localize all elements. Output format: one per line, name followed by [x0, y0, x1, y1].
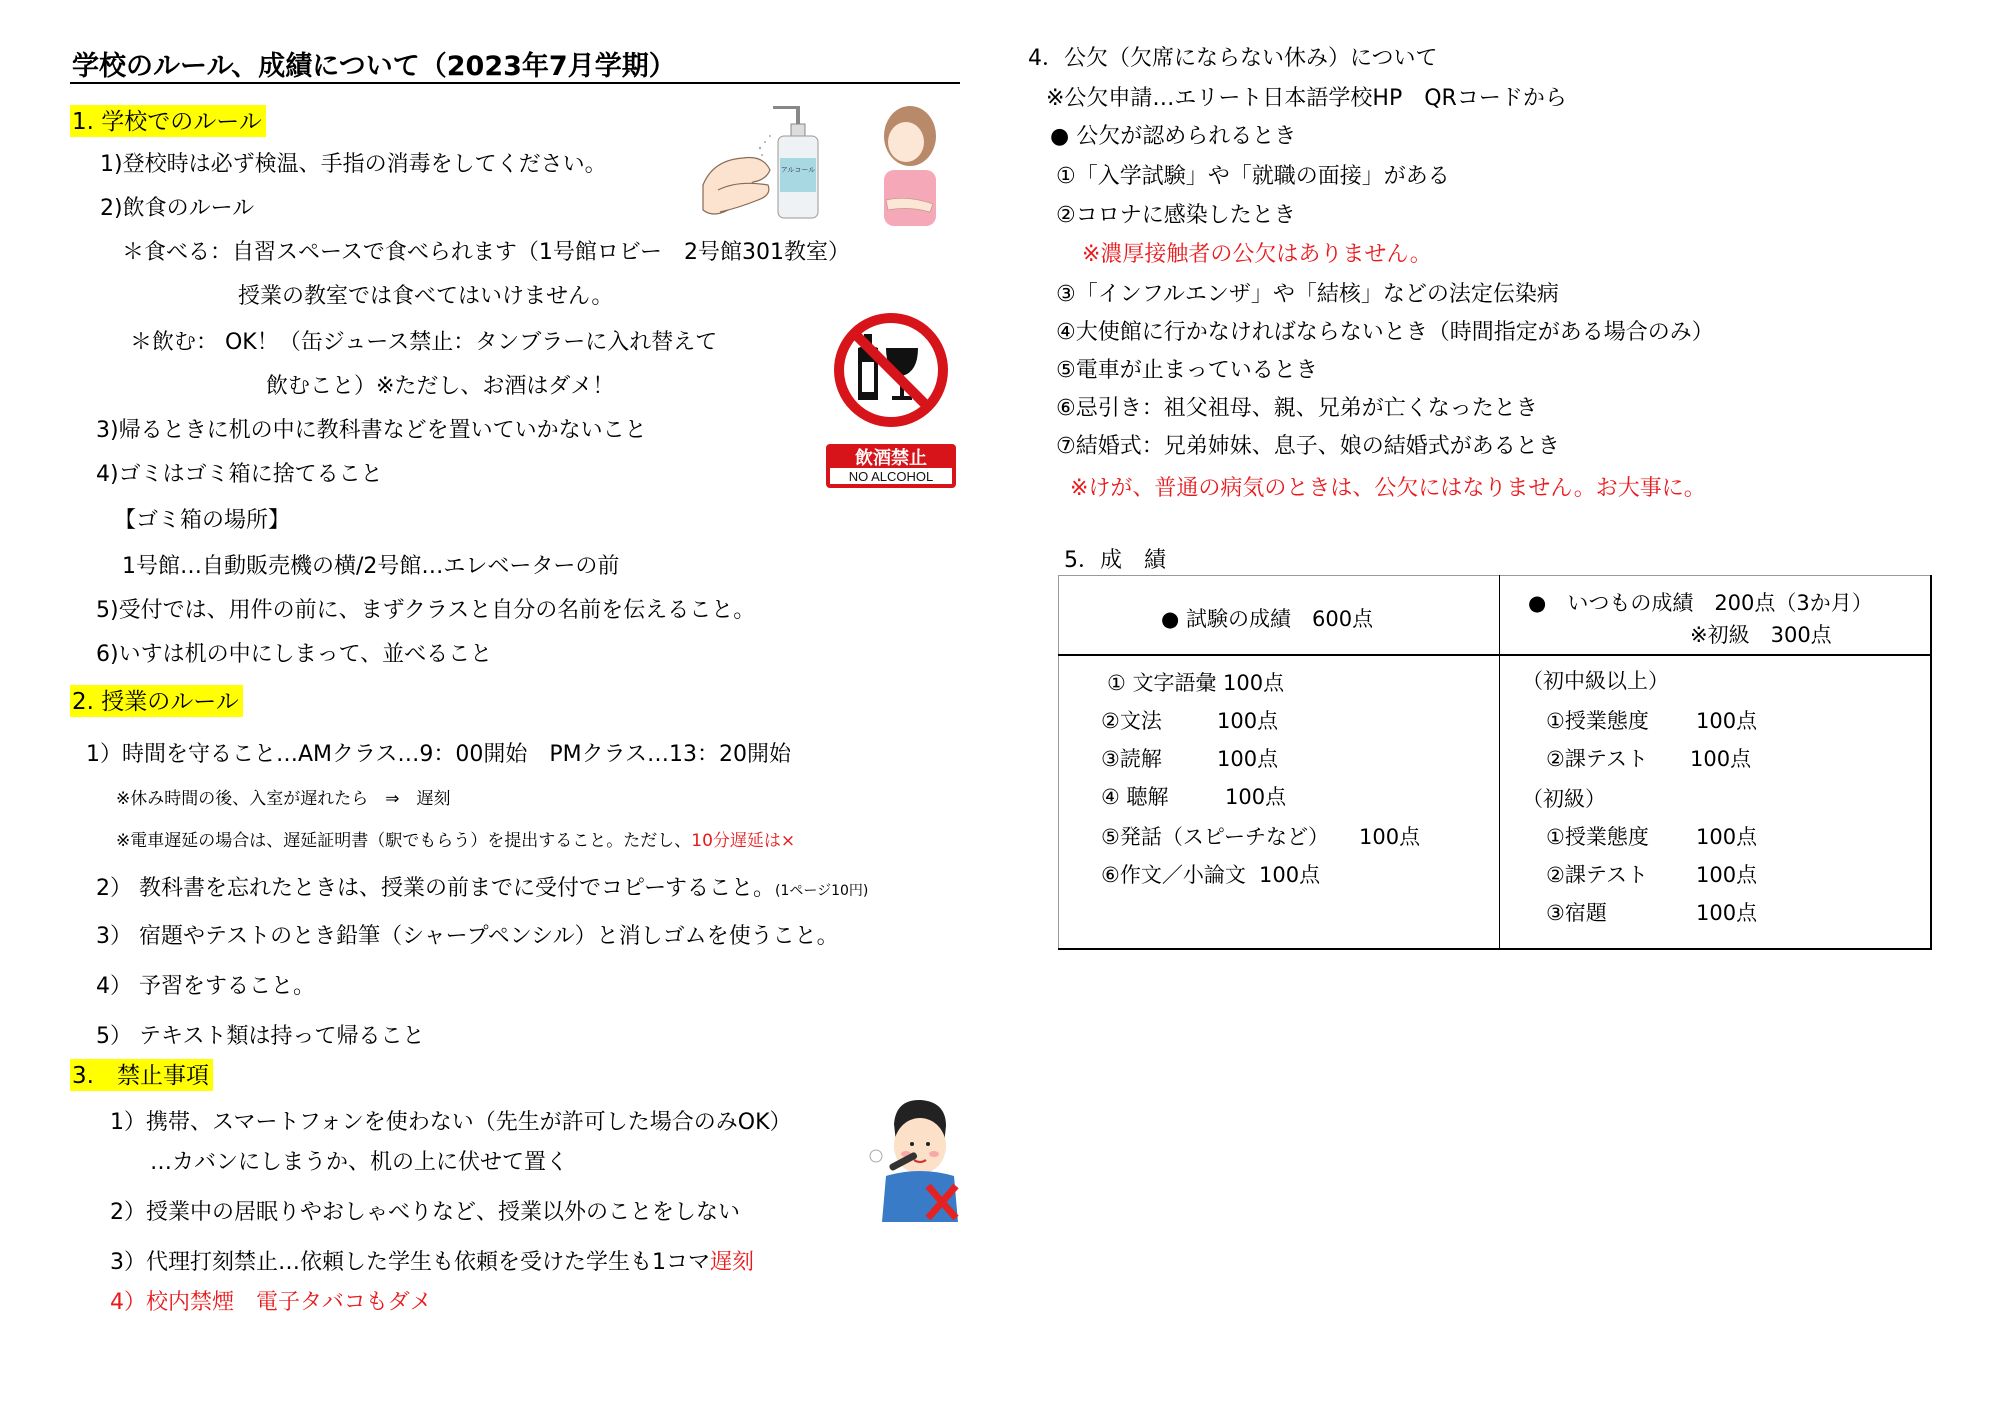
- s4-item-1: [1056, 164, 1450, 190]
- s4-item-5: [1056, 358, 1318, 384]
- item-text: 結婚式：兄弟姉妹、息子、娘の結婚式があるとき: [1075, 434, 1560, 459]
- s1-item-4: [96, 462, 383, 488]
- exam-grade-breakdown: [1059, 655, 1500, 949]
- item-text: 「インフルエンザ」や「結核」などの法定伝染病: [1075, 282, 1559, 307]
- s3-item-3: [110, 1250, 754, 1276]
- no-alcohol-en-text: NO ALCOHOL: [848, 469, 934, 484]
- s3-item-1: [110, 1110, 792, 1136]
- s2-item-1a: ※休み時間の後、入室が遅れたら ⇒ 遅刻: [116, 789, 451, 809]
- item-number: ④: [1056, 320, 1076, 345]
- item-text: 教科書を忘れたときは、授業の前までに受付でコピーすること。: [139, 876, 776, 901]
- item-text: いすは机の中にしまって、並べること: [118, 642, 493, 667]
- item-number: 4): [96, 462, 119, 487]
- item-text: 携帯、スマートフォンを使わない（先生が許可した場合のみOK）: [146, 1110, 792, 1135]
- s2-item-1b: [116, 830, 795, 852]
- regular-row-label: ②課テスト: [1546, 747, 1648, 771]
- regular-row-label: ①授業態度: [1546, 709, 1649, 733]
- item-number: 1）: [86, 742, 122, 767]
- item-number: 5）: [96, 1024, 132, 1049]
- section-3-heading-text: 3. 禁止事項: [70, 1059, 213, 1091]
- item-number: 5): [96, 598, 119, 623]
- item-text: 電車が止まっているとき: [1075, 358, 1318, 383]
- exam-grade-header-cell: [1059, 576, 1500, 656]
- group-label-intermediate: （初中級以上）: [1522, 669, 1669, 693]
- regular-row-points: 100点: [1690, 747, 1752, 771]
- s4-close-contact-note: ※濃厚接触者の公欠はありません。: [1082, 242, 1432, 267]
- s2-item-2: [96, 876, 868, 904]
- page-title: 学校のルール、成績について（2023年7月学期）: [72, 51, 676, 82]
- item-text: 授業中の居眠りやおしゃべりなど、授業以外のことをしない: [146, 1200, 741, 1225]
- item-text: 予習をすること。: [139, 974, 316, 999]
- item-text: 受付では、用件の前に、まずクラスと自分の名前を伝えること。: [118, 598, 756, 623]
- exam-row-label: ③読解: [1101, 747, 1162, 771]
- s1-item-4a: 【ゴミ箱の場所】: [114, 508, 291, 533]
- regular-grade-breakdown: [1500, 655, 1932, 949]
- regular-grade-header: ● いつもの成績 200点（3か月）: [1528, 591, 1873, 615]
- copy-price-note: (1ページ10円): [775, 883, 869, 899]
- s4-item-4: [1056, 320, 1714, 346]
- late-warning-text: 10分遅延は×: [691, 831, 796, 851]
- s1-item-2a: ＊食べる：自習スペースで食べられます（1号館ロビー 2号館301教室）: [122, 240, 851, 265]
- item-text: ゴミはゴミ箱に捨てること: [118, 462, 383, 487]
- section-5-heading: 5．成 績: [1064, 548, 1166, 573]
- s2-item-1: [86, 742, 791, 768]
- item-number: 1): [100, 152, 123, 177]
- item-number: ⑤: [1056, 358, 1076, 383]
- s3-item-1a: …カバンにしまうか、机の上に伏せて置く: [150, 1150, 569, 1175]
- exam-row-label: ⑤発話（スピーチなど）: [1101, 825, 1329, 849]
- exam-row-points: 100点: [1223, 671, 1285, 695]
- item-number: 6): [96, 642, 119, 667]
- s2-item-5: [96, 1024, 425, 1050]
- section-1-heading: [70, 108, 266, 136]
- item-number: 3）: [96, 924, 132, 949]
- s1-item-2c: ＊飲む： OK！（缶ジュース禁止：タンブラーに入れ替えて: [130, 330, 718, 355]
- item-number: 3): [96, 418, 119, 443]
- exam-row-points: 100点: [1225, 785, 1287, 809]
- section-1-heading-text: 1. 学校でのルール: [70, 105, 266, 137]
- exam-row-label: ① 文字語彙: [1107, 671, 1217, 695]
- s1-item-1: [100, 152, 607, 178]
- section-2-heading: [70, 688, 243, 716]
- item-text: 「入学試験」や「就職の面接」がある: [1075, 164, 1450, 189]
- regular-row-label: ②課テスト: [1546, 863, 1648, 887]
- regular-row-label: ①授業態度: [1546, 825, 1649, 849]
- s2-item-4: [96, 974, 315, 1000]
- s4-item-3: [1056, 282, 1559, 308]
- s1-item-6: [96, 642, 492, 668]
- beginner-grade-note: ※初級 300点: [1690, 623, 1832, 647]
- e-cigarette-prohibited-illustration: [866, 1094, 966, 1222]
- regular-row-label: ③宿題: [1546, 901, 1607, 925]
- section-3-heading: [70, 1062, 213, 1090]
- section-2-heading-text: 2. 授業のルール: [70, 685, 243, 717]
- item-text: テキスト類は持って帰ること: [139, 1024, 425, 1049]
- no-alcohol-sign: [822, 296, 960, 491]
- s1-item-3: [96, 418, 647, 444]
- grades-table: [1058, 575, 1932, 950]
- item-number: 2): [100, 196, 123, 221]
- s1-item-2d: 飲むこと）※ただし、お酒はダメ！: [266, 374, 615, 399]
- title-underline: [70, 82, 960, 84]
- section-4-heading: 4．公欠（欠席にならない休み）について: [1028, 46, 1438, 71]
- item-number: ③: [1056, 282, 1076, 307]
- exam-row-points: 100点: [1359, 825, 1421, 849]
- item-number: 4）: [96, 974, 132, 999]
- regular-row-points: 100点: [1696, 863, 1758, 887]
- item-text: 時間を守ること…AMクラス…9：00開始 PMクラス…13：20開始: [122, 742, 791, 767]
- item-text: ※電車遅延の場合は、遅延証明書（駅でもらう）を提出すること。ただし、: [116, 831, 692, 851]
- s1-item-2b: 授業の教室では食べてはいけません。: [238, 284, 614, 309]
- item-text: 帰るときに机の中に教科書などを置いていかないこと: [118, 418, 647, 443]
- item-number: ⑥: [1056, 396, 1076, 421]
- s1-item-5: [96, 598, 755, 624]
- item-text: 宿題やテストのとき鉛筆（シャープペンシル）と消しゴムを使うこと。: [139, 924, 839, 949]
- item-text: 校内禁煙 電子タバコもダメ: [146, 1290, 432, 1315]
- s1-item-2: [100, 196, 254, 222]
- item-number: 2）: [96, 876, 132, 901]
- item-number: 3）: [110, 1250, 146, 1275]
- exam-row-points: 100点: [1259, 863, 1321, 887]
- regular-row-points: 100点: [1696, 901, 1758, 925]
- group-label-beginner: （初級）: [1522, 787, 1606, 811]
- s4-injury-note: ※けが、普通の病気のときは、公欠にはなりません。お大事に。: [1070, 476, 1706, 501]
- s4-item-7: [1056, 434, 1560, 460]
- item-text: 代理打刻禁止…依頼した学生も依頼を受けた学生も1コマ: [146, 1250, 710, 1275]
- item-text: 登校時は必ず検温、手指の消毒をしてください。: [122, 152, 607, 177]
- s1-item-4b: 1号館…自動販売機の横/2号館…エレベーターの前: [122, 554, 620, 579]
- hand-sanitizer-illustration: [698, 100, 948, 230]
- s3-item-2: [110, 1200, 740, 1226]
- item-number: 1）: [110, 1110, 146, 1135]
- no-alcohol-jp-text: 飲酒禁止: [855, 448, 927, 469]
- exam-row-label: ④ 聴解: [1101, 785, 1169, 809]
- s4-item-2: [1056, 203, 1296, 229]
- item-number: ①: [1056, 164, 1076, 189]
- s4-item-6: [1056, 396, 1538, 422]
- s3-item-4: [110, 1290, 432, 1316]
- exam-grade-header: ● 試験の成績 600点: [1161, 607, 1374, 631]
- item-number: ⑦: [1056, 434, 1076, 459]
- s2-item-3: [96, 924, 839, 950]
- item-number: 2）: [110, 1200, 146, 1225]
- s4-apply-note: ※公欠申請…エリート日本語学校HP QRコードから: [1046, 86, 1567, 111]
- item-number: ②: [1056, 203, 1076, 228]
- item-text: 飲食のルール: [122, 196, 255, 221]
- late-penalty-text: 遅刻: [710, 1250, 755, 1275]
- regular-row-points: 100点: [1696, 709, 1758, 733]
- item-number: 4）: [110, 1290, 146, 1315]
- item-text: コロナに感染したとき: [1075, 203, 1296, 228]
- sanitizer-label: アルコール: [780, 166, 816, 174]
- exam-row-points: 100点: [1217, 747, 1279, 771]
- item-text: 忌引き：祖父祖母、親、兄弟が亡くなったとき: [1075, 396, 1538, 421]
- item-text: 大使館に行かなければならないとき（時間指定がある場合のみ）: [1075, 320, 1714, 345]
- exam-row-label: ②文法: [1101, 709, 1162, 733]
- exam-row-points: 100点: [1217, 709, 1279, 733]
- regular-grade-header-cell: [1500, 576, 1932, 656]
- s4-when-label: ● 公欠が認められるとき: [1050, 124, 1297, 149]
- exam-row: [1107, 670, 1217, 696]
- regular-row-points: 100点: [1696, 825, 1758, 849]
- exam-row-label: ⑥作文／小論文: [1101, 863, 1246, 887]
